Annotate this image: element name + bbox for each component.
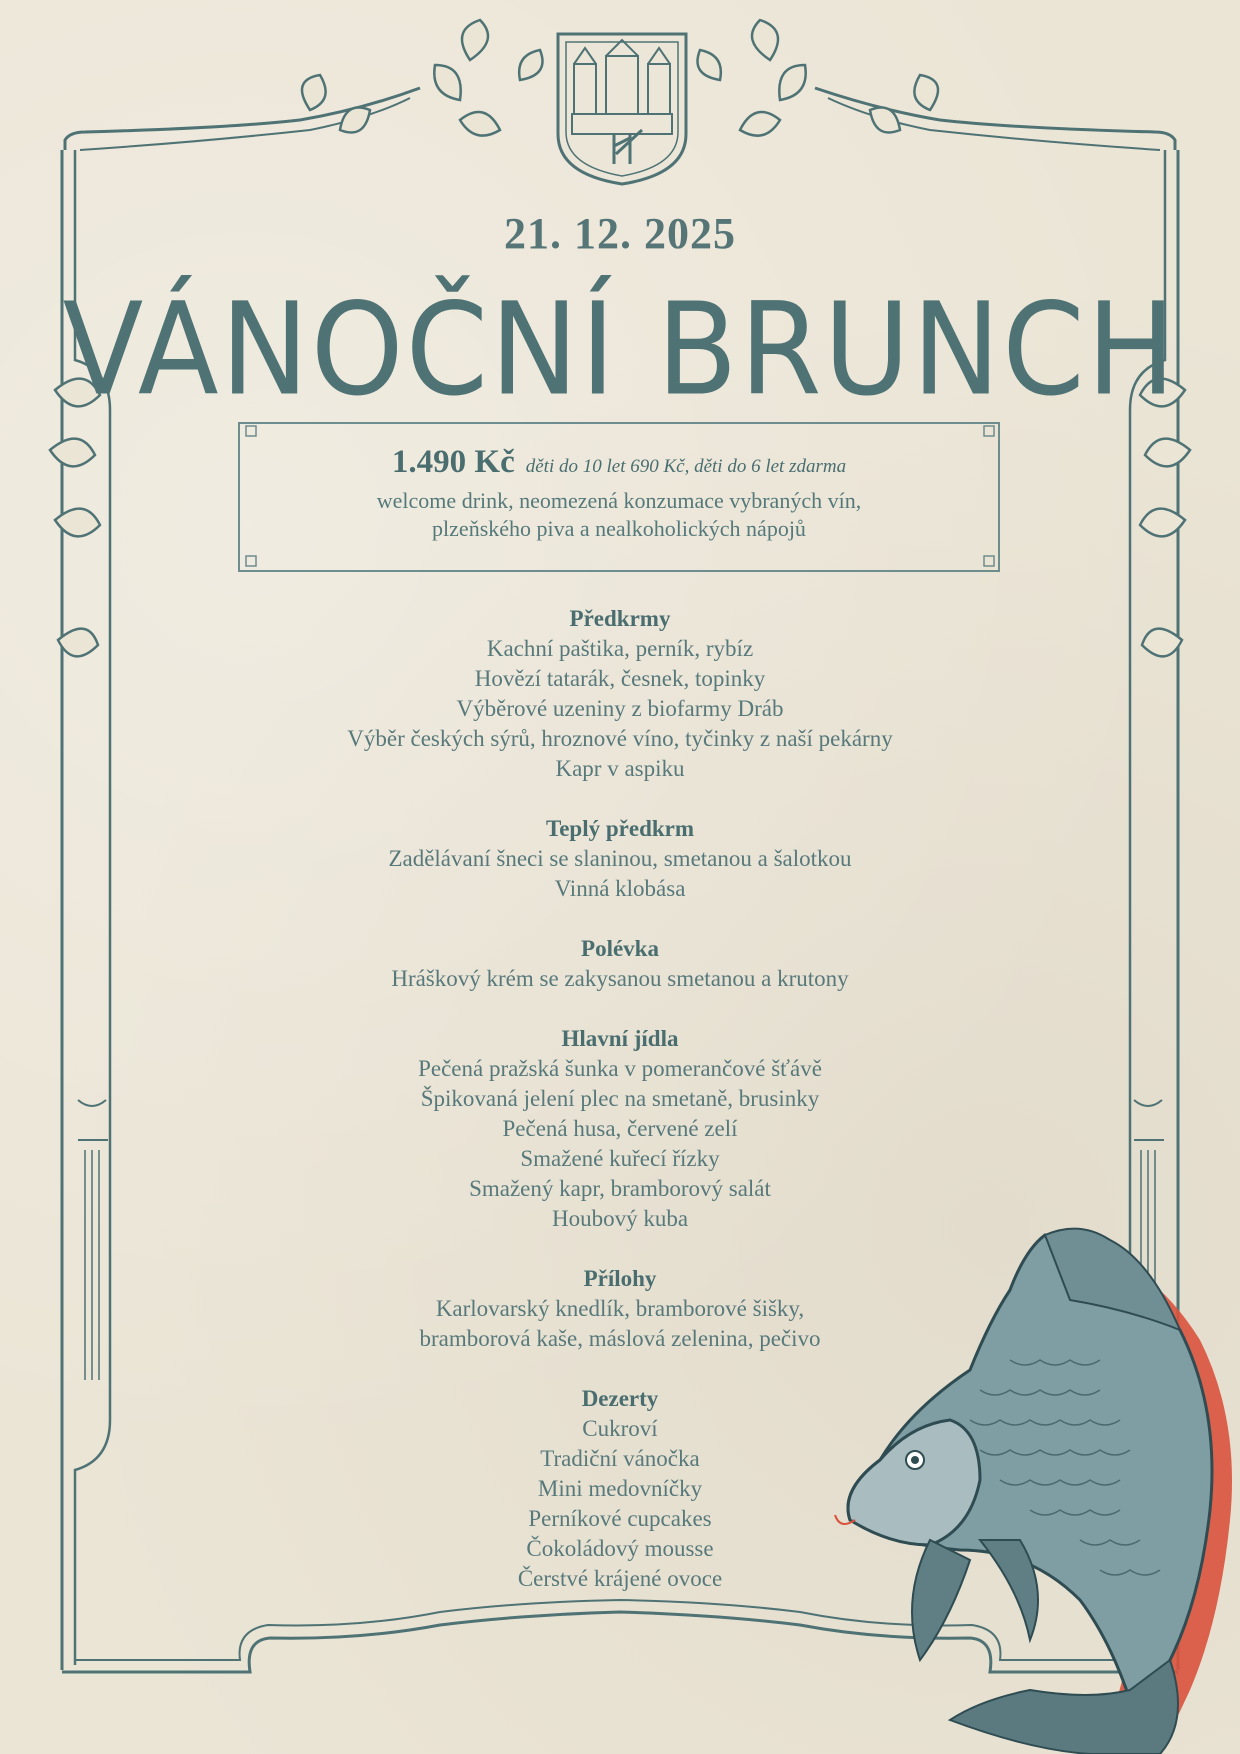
menu-section-predkrmy <box>240 604 1000 784</box>
dish: Mini medovníčky <box>537 1476 703 1501</box>
dish: Smažený kapr, bramborový salát <box>469 1176 771 1201</box>
menu-section-hlavni-jidla <box>240 1024 1000 1234</box>
event-date: 21. 12. 2025 <box>504 209 736 258</box>
section-heading: Dezerty <box>581 1386 659 1411</box>
dish: bramborová kaše, máslová zelenina, pečivo <box>419 1326 821 1351</box>
price-amount: 1.490 Kč <box>391 444 515 480</box>
dish: Špikovaná jelení plec na smetaně, brusinky <box>420 1086 820 1111</box>
dish: Karlovarský knedlík, bramborové šišky, <box>435 1296 805 1321</box>
dish: Kachní paštika, perník, rybíz <box>486 636 754 661</box>
price-note: děti do 10 let 690 Kč, děti do 6 let zdarma <box>525 456 847 477</box>
dish: Cukroví <box>582 1416 658 1441</box>
dish: Čokoládový mousse <box>526 1536 714 1561</box>
price-box <box>238 422 1000 572</box>
coat-of-arms-icon <box>558 34 686 184</box>
dish: Houbový kuba <box>551 1206 689 1231</box>
section-heading: Teplý předkrm <box>545 816 695 841</box>
dish: Tradiční vánočka <box>540 1446 700 1471</box>
dish: Pečená husa, červené zelí <box>502 1116 738 1141</box>
dish: Vinná klobása <box>554 876 686 901</box>
page-title: VÁNOČNÍ BRUNCH <box>62 274 1178 424</box>
dish: Smažené kuřecí řízky <box>520 1146 720 1171</box>
price-line <box>240 444 998 481</box>
dish: Pečená pražská šunka v pomerančové šťávě <box>418 1056 822 1081</box>
section-heading: Přílohy <box>583 1266 657 1291</box>
includes-line-1: welcome drink, neomezená konzumace vybraných vín, <box>376 488 862 513</box>
includes-line-2: plzeňského piva a nealkoholických nápojů <box>432 516 806 541</box>
dish: Výběrové uzeniny z biofarmy Dráb <box>456 696 784 721</box>
menu-section-polevka <box>240 934 1000 994</box>
dish: Kapr v aspiku <box>555 756 685 781</box>
dish: Výběr českých sýrů, hroznové víno, tyčinky z naší pekárny <box>347 726 893 751</box>
dish: Hovězí tatarák, česnek, topinky <box>474 666 766 691</box>
dish: Zadělávaní šneci se slaninou, smetanou a šalotkou <box>388 846 852 871</box>
menu-section-teply-predkrm <box>240 814 1000 904</box>
section-heading: Polévka <box>581 936 659 961</box>
section-heading: Hlavní jídla <box>561 1026 679 1051</box>
dish: Hráškový krém se zakysanou smetanou a krutony <box>391 966 849 991</box>
dish: Čerstvé krájené ovoce <box>517 1566 723 1591</box>
dish: Perníkové cupcakes <box>528 1506 712 1531</box>
carp-fish-icon <box>830 1220 1240 1754</box>
section-heading: Předkrmy <box>569 606 671 631</box>
